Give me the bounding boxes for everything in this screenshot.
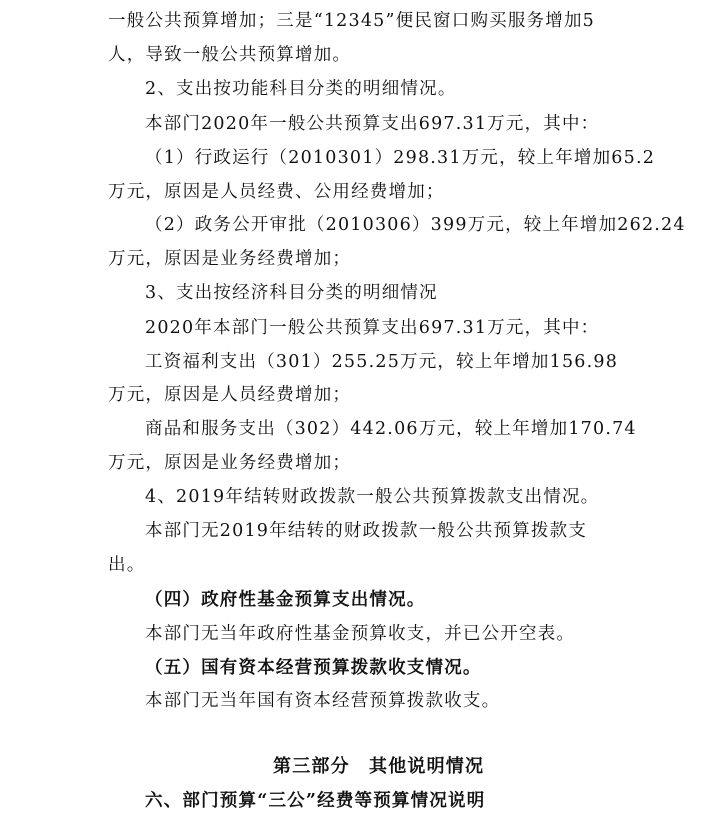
text-line: 出。 (108, 555, 146, 575)
text-line: 2020年本部门一般公共预算支出697.31万元，其中： (145, 318, 600, 338)
text-line: （2）政务公开审批（2010306）399万元，较上年增加262.24 (145, 215, 686, 235)
subsection-heading: （五）国有资本经营预算拨款收支情况。 (145, 658, 482, 678)
text-line: 工资福利支出（301）255.25万元，较上年增加156.98 (145, 352, 619, 372)
text-line: 本部门无2019年结转的财政拨款一般公共预算拨款支 (145, 521, 588, 541)
text-line: 本部门无当年政府性基金预算收支，并已公开空表。 (145, 624, 576, 644)
subsection-heading: （四）政府性基金预算支出情况。 (145, 590, 426, 610)
text-line: 万元，原因是业务经费增加； (108, 249, 352, 269)
text-line: 万元，原因是业务经费增加； (108, 453, 352, 473)
text-line: 本部门2020年一般公共预算支出697.31万元，其中： (145, 114, 600, 134)
text-line: 万元，原因是人员经费增加； (108, 385, 352, 405)
text-line: 一般公共预算增加；三是“12345”便民窗口购买服务增加5 (108, 11, 595, 31)
text-line: 商品和服务支出（302）442.06万元，较上年增加170.74 (145, 419, 637, 439)
section-heading: 2、支出按功能科目分类的明细情况。 (145, 79, 457, 99)
part-title: 第三部分 其他说明情况 (273, 756, 485, 777)
text-line: （1）行政运行（2010301）298.31万元，较上年增加65.2 (145, 148, 656, 168)
section-heading: 3、支出按经济科目分类的明细情况 (145, 283, 438, 303)
section-title: 六、部门预算“三公”经费等预算情况说明 (145, 791, 486, 811)
section-heading: 4、2019年结转财政拨款一般公共预算拨款支出情况。 (145, 487, 600, 507)
text-line: 人，导致一般公共预算增加。 (108, 45, 352, 65)
text-line: 本部门无当年国有资本经营预算拨款收支。 (145, 691, 501, 711)
text-line: 万元，原因是人员经费、公用经费增加； (108, 182, 445, 202)
